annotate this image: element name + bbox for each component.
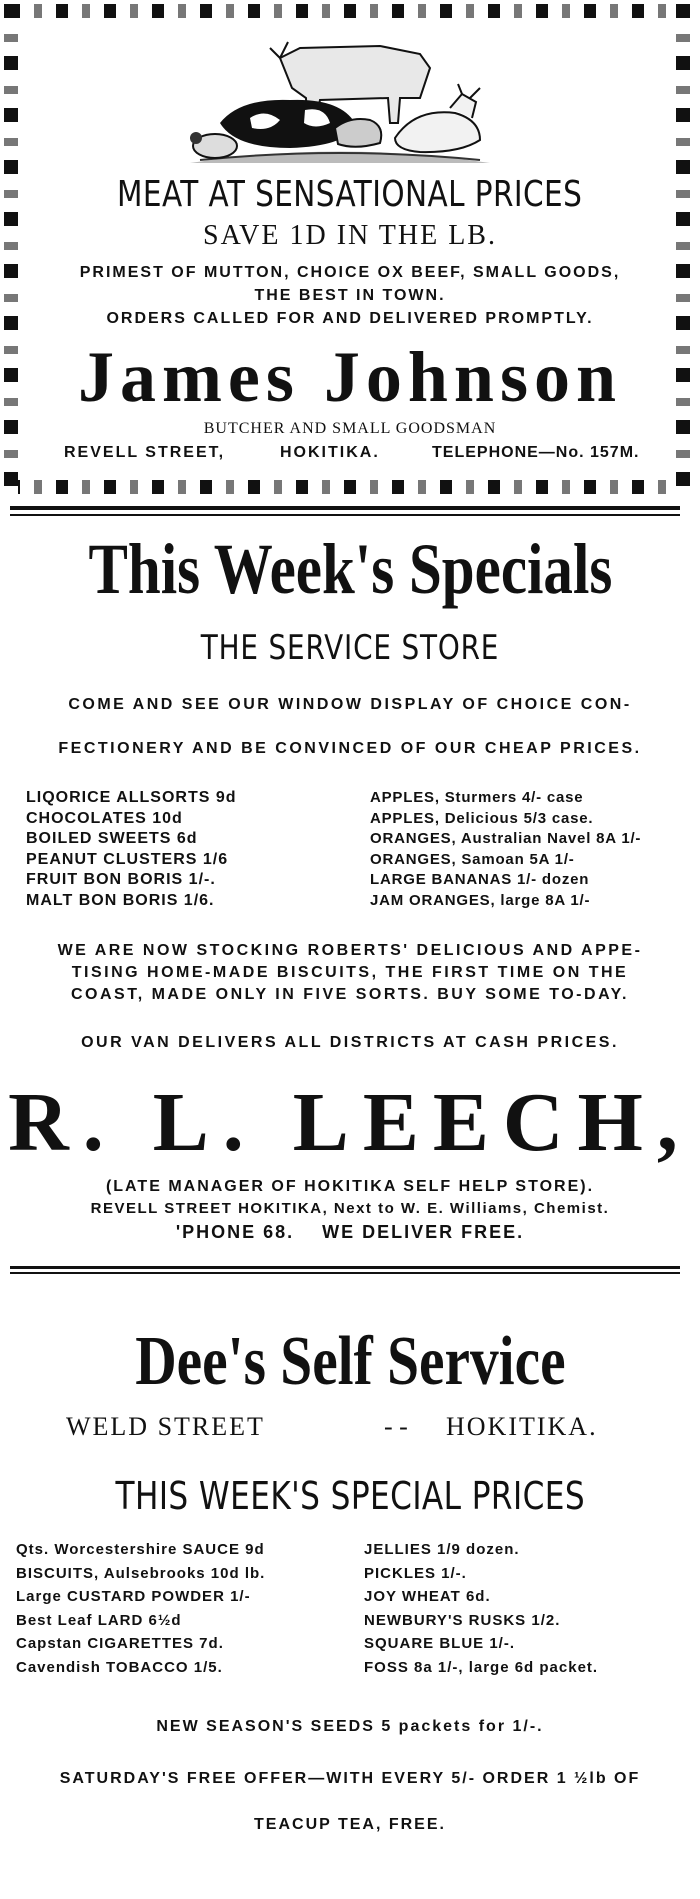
leech-intro-2: FECTIONERY AND BE CONVINCED OF OUR CHEAP PRICES. <box>58 740 642 757</box>
divider <box>10 506 680 510</box>
list-item: BISCUITS, Aulsebrooks 10d lb. <box>16 1564 266 1582</box>
list-item: FRUIT BON BORIS 1/-. <box>26 871 216 888</box>
list-item: Capstan CIGARETTES 7d. <box>16 1635 224 1652</box>
dees-dash: - - <box>384 1412 408 1441</box>
store-name: THE SERVICE STORE <box>200 628 500 668</box>
list-item: BOILED SWEETS 6d <box>26 830 198 847</box>
divider <box>10 514 680 516</box>
teacup-tea-line: TEACUP TEA, FREE. <box>254 1816 446 1833</box>
border-bottom <box>8 480 684 494</box>
johnson-trade: BUTCHER AND SMALL GOODSMAN <box>203 420 497 437</box>
livestock-illustration <box>180 28 500 168</box>
johnson-subhead: SAVE 1D IN THE LB. <box>203 220 497 251</box>
johnson-street: REVELL STREET, <box>64 444 226 461</box>
leech-phone: 'PHONE 68. <box>175 1222 295 1242</box>
johnson-products-line: PRIMEST OF MUTTON, CHOICE OX BEEF, SMALL GOODS, <box>79 264 621 281</box>
leech-late-manager: (LATE MANAGER OF HOKITIKA SELF HELP STORE). <box>105 1178 595 1195</box>
list-item: JOY WHEAT 6d. <box>364 1588 491 1605</box>
list-item: CHOCOLATES 10d <box>26 809 183 827</box>
list-item: PICKLES 1/-. <box>364 1564 467 1582</box>
list-item: NEWBURY'S RUSKS 1/2. <box>364 1611 561 1629</box>
seeds-line: NEW SEASON'S SEEDS 5 packets for 1/-. <box>156 1718 544 1735</box>
leech-address: REVELL STREET HOKITIKA, Next to W. E. Williams, Chemist. <box>90 1200 610 1217</box>
confectionery-list <box>26 788 237 911</box>
dees-town: HOKITIKA. <box>446 1412 598 1441</box>
list-item: Best Leaf LARD 6½d <box>16 1611 182 1629</box>
list-item: PEANUT CLUSTERS 1/6 <box>26 850 229 868</box>
dees-name: Dee's Self Service <box>134 1323 566 1400</box>
list-item: Large CUSTARD POWDER 1/- <box>16 1588 251 1605</box>
biscuits-line-3: COAST, MADE ONLY IN FIVE SORTS. BUY SOME TO-DAY. <box>70 986 629 1003</box>
leech-name: R. L. LEECH, <box>8 1076 692 1169</box>
johnson-phone: TELEPHONE—No. 157M. <box>432 444 640 461</box>
van-line: OUR VAN DELIVERS ALL DISTRICTS AT CASH PRICES. <box>81 1034 619 1051</box>
list-item: JAM ORANGES, large 8A 1/- <box>370 891 591 909</box>
grocery-list-left <box>16 1538 265 1679</box>
border-top <box>8 4 684 18</box>
leech-deliver: WE DELIVER FREE. <box>322 1222 525 1242</box>
dees-street: WELD STREET <box>66 1412 265 1441</box>
johnson-orders-line: ORDERS CALLED FOR AND DELIVERED PROMPTLY. <box>106 310 594 327</box>
biscuits-line-1: WE ARE NOW STOCKING ROBERTS' DELICIOUS AND APPE- <box>57 942 643 959</box>
list-item: MALT BON BORIS 1/6. <box>26 891 215 909</box>
divider <box>10 1272 680 1274</box>
list-item: APPLES, Sturmers 4/- case <box>370 789 584 806</box>
list-item: ORANGES, Samoan 5A 1/- <box>370 850 575 868</box>
leech-intro-1: COME AND SEE OUR WINDOW DISPLAY OF CHOICE CON- <box>68 696 632 713</box>
list-item: Qts. Worcestershire SAUCE 9d <box>16 1541 265 1558</box>
dees-heading: THIS WEEK'S SPECIAL PRICES <box>115 1474 585 1518</box>
list-item: ORANGES, Australian Navel 8A 1/- <box>370 830 642 847</box>
list-item: LIQORICE ALLSORTS 9d <box>26 789 237 806</box>
biscuits-line-2: TISING HOME-MADE BISCUITS, THE FIRST TIME ON THE <box>71 964 629 981</box>
free-offer-line: SATURDAY'S FREE OFFER—WITH EVERY 5/- ORDER 1 ½lb OF <box>59 1770 641 1787</box>
fruit-list <box>370 788 641 911</box>
list-item: FOSS 8a 1/-, large 6d packet. <box>364 1658 599 1676</box>
johnson-name: James Johnson <box>77 337 623 417</box>
grocery-list-right <box>364 1538 598 1679</box>
divider <box>10 1266 680 1269</box>
specials-banner: This Week's Specials <box>88 529 612 609</box>
list-item: Cavendish TOBACCO 1/5. <box>16 1658 223 1676</box>
list-item: SQUARE BLUE 1/-. <box>364 1635 516 1652</box>
list-item: JELLIES 1/9 dozen. <box>364 1541 520 1558</box>
list-item: APPLES, Delicious 5/3 case. <box>370 809 594 827</box>
johnson-town: HOKITIKA. <box>280 444 380 461</box>
johnson-headline: MEAT AT SENSATIONAL PRICES <box>117 174 583 215</box>
johnson-best-line: THE BEST IN TOWN. <box>254 287 446 304</box>
list-item: LARGE BANANAS 1/- dozen <box>370 871 590 888</box>
